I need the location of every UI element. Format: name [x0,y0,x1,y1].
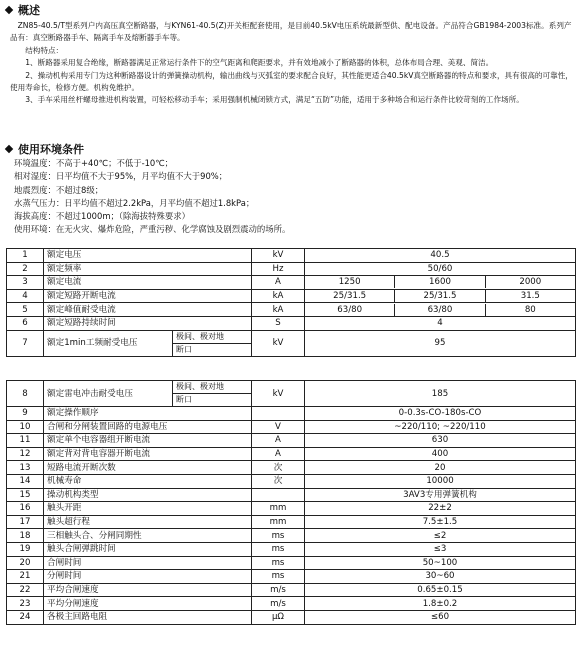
param-value: 40.5 [305,249,576,263]
row-number: 7 [7,330,44,356]
overview-paragraph: 结构特点： [25,45,64,55]
param-value: 63/80 [394,304,484,316]
param-value: 630 [305,434,576,448]
param-unit: kV [252,249,305,263]
param-unit: Hz [252,262,305,276]
param-value: 50~100 [305,556,576,570]
param-values [305,289,576,303]
table-row [7,542,576,556]
param-name: 机械寿命 [44,474,252,488]
param-unit [252,407,305,421]
row-number: 11 [7,434,44,448]
table-row [7,262,576,276]
param-value: 22±2 [305,502,576,516]
param-unit: m/s [252,583,305,597]
param-name: 短路电流开断次数 [44,461,252,475]
param-value: 1.8±0.2 [305,597,576,611]
param-name: 额定单个电容器组开断电流 [44,434,252,448]
table-row [7,303,576,317]
row-number: 13 [7,461,44,475]
param-value: 4 [305,316,576,330]
row-number: 12 [7,447,44,461]
row-number: 14 [7,474,44,488]
environment-heading [4,141,84,157]
table-row [7,556,576,570]
table-row [7,407,576,421]
diamond-bullet-icon [5,6,13,14]
param-value: 1600 [394,276,484,288]
param-unit: kA [252,289,305,303]
row-number: 4 [7,289,44,303]
param-name: 分闸时间 [44,570,252,584]
param-value: 10000 [305,474,576,488]
table-row [7,488,576,502]
param-name: 额定短路开断电流 [44,289,252,303]
param-value: 0.65±0.15 [305,583,576,597]
table-row [7,610,576,624]
param-name: 额定频率 [44,262,252,276]
param-unit: kA [252,303,305,317]
table-row [7,529,576,543]
param-value: 95 [305,330,576,356]
row-number: 17 [7,515,44,529]
param-unit: ms [252,542,305,556]
row-number: 23 [7,597,44,611]
param-sublabel: 极间、极对地 [173,331,251,344]
overview-paragraph: ZN85-40.5/T型系列户内高压真空断路器，与KYN61-40.5(Z)开关柜配套使用，是目前40.5kV电压系统最新型供、配电设备。产品符合GB1984-2003标准。系列产品有：真空断路器手车、隔离手车及熔断器手车等。 [10,21,572,43]
param-unit [252,488,305,502]
param-name: 额定操作顺序 [44,407,252,421]
table-row [7,502,576,516]
row-number: 18 [7,529,44,543]
table-row [7,289,576,303]
table-row [7,597,576,611]
diamond-bullet-icon [5,145,13,153]
param-name: 各极主回路电阻 [44,610,252,624]
environment-list [14,157,290,237]
row-number: 5 [7,303,44,317]
param-name: 触头合闸弹跳时间 [44,542,252,556]
param-name: 额定电流 [44,276,252,290]
environment-line: 环境温度：不高于+40℃；不低于-10℃； [14,158,174,168]
param-value: ≤2 [305,529,576,543]
param-name: 额定背对背电容器开断电流 [44,447,252,461]
row-number: 1 [7,249,44,263]
table-row [7,316,576,330]
row-number: 9 [7,407,44,421]
overview-text [10,20,576,107]
row-number: 10 [7,420,44,434]
param-sublabels [173,381,252,407]
row-number: 16 [7,502,44,516]
environment-line: 地震烈度：不超过8级； [14,184,104,195]
param-value: 3AV3专用弹簧机构 [305,488,576,502]
param-unit: 次 [252,461,305,475]
param-name: 合闸时间 [44,556,252,570]
param-value: 1250 [338,277,361,288]
param-value: 63/80 [337,304,363,315]
param-sublabel: 断口 [176,344,192,354]
param-name: 平均分闸速度 [44,597,252,611]
table-row [7,515,576,529]
row-number: 20 [7,556,44,570]
table-row [7,420,576,434]
param-unit: kV [252,381,305,407]
param-value: 30~60 [305,570,576,584]
param-value: 2000 [485,276,575,288]
param-unit: S [252,316,305,330]
param-values [305,276,576,290]
overview-paragraph: 3、手车采用丝杆螺母推进机构装置，可轻松移动手车；采用强制机械闭锁方式，满足“五防”功能，适用于多种场合和运行条件比较苛刻的工作场所。 [25,95,524,105]
table-row [7,276,576,290]
param-unit: mm [252,515,305,529]
row-number: 2 [7,262,44,276]
param-value: 50/60 [305,262,576,276]
row-number: 8 [7,381,44,407]
param-value: 25/31.5 [394,290,484,302]
param-unit: mm [252,502,305,516]
overview-heading [4,2,40,18]
param-name: 额定1min工频耐受电压 [44,330,173,356]
param-unit: ms [252,556,305,570]
row-number: 19 [7,542,44,556]
environment-line: 水蒸气压力：日平均值不超过2.2kPa，月平均值不超过1.8kPa； [14,197,255,208]
param-name: 额定峰值耐受电流 [44,303,252,317]
param-value: 185 [305,381,576,407]
param-name: 额定电压 [44,249,252,263]
environment-line: 海拔高度：不超过1000m；（除海拔特殊要求） [14,211,191,222]
param-unit: μΩ [252,610,305,624]
table-row [7,330,576,356]
param-value: 25/31.5 [333,291,367,302]
row-number: 21 [7,570,44,584]
param-name: 三相触头合、分闸同期性 [44,529,252,543]
param-name: 额定雷电冲击耐受电压 [44,381,173,407]
param-value: 0-0.3s-CO-180s-CO [305,407,576,421]
table-row [7,461,576,475]
param-value: 20 [305,461,576,475]
table-row [7,583,576,597]
param-name: 操动机构类型 [44,488,252,502]
param-value: 400 [305,447,576,461]
table-row [7,249,576,263]
param-value: 7.5±1.5 [305,515,576,529]
overview-paragraph: 1、断路器采用复合绝缘，断路器满足正常运行条件下的空气距离和爬距要求，并有效地减小了断路器的体积，总体布局合理、美观、简洁。 [25,58,494,68]
param-unit: ms [252,529,305,543]
param-sublabel: 极间、极对地 [173,381,251,394]
environment-title: 使用环境条件 [18,143,84,156]
param-unit: V [252,420,305,434]
row-number: 3 [7,276,44,290]
param-unit: A [252,434,305,448]
overview-paragraph: 2、操动机构采用专门为这种断路器设计的弹簧操动机构，输出曲线与灭弧室的要求配合良好，其性能更适合40.5kV真空断路器的特点和要求，具有很高的可靠性，使用寿命长，检修方便。机构免维护。 [10,70,573,93]
param-unit: A [252,276,305,290]
param-name: 额定短路持续时间 [44,316,252,330]
table-row [7,434,576,448]
environment-line: 使用环境：在无火灾、爆炸危险，严重污秽、化学腐蚀及剧烈震动的场所。 [14,224,291,235]
param-values [305,303,576,317]
param-name: 触头开距 [44,502,252,516]
param-value: ≤60 [305,610,576,624]
param-value: 80 [485,304,575,316]
param-value: 31.5 [485,290,575,302]
row-number: 22 [7,583,44,597]
param-sublabels [173,330,252,356]
table-row [7,381,576,407]
environment-line: 相对湿度：日平均值不大于95%，月平均值不大于90%； [14,171,228,182]
row-number: 15 [7,488,44,502]
param-value: ~220/110; ~220/110 [305,420,576,434]
table-row [7,570,576,584]
param-value: ≤3 [305,542,576,556]
param-name: 合闸和分闸装置回路的电源电压 [44,420,252,434]
param-sublabel: 断口 [176,395,192,404]
param-unit: A [252,447,305,461]
table-row [7,447,576,461]
row-number: 24 [7,610,44,624]
spec-table-1 [6,248,576,357]
param-unit: 次 [252,474,305,488]
overview-title: 概述 [18,4,40,17]
param-unit: ms [252,570,305,584]
table-row [7,474,576,488]
param-unit: kV [252,330,305,356]
spec-table-2 [6,380,576,625]
param-name: 触头超行程 [44,515,252,529]
param-unit: m/s [252,597,305,611]
row-number: 6 [7,316,44,330]
param-name: 平均合闸速度 [44,583,252,597]
